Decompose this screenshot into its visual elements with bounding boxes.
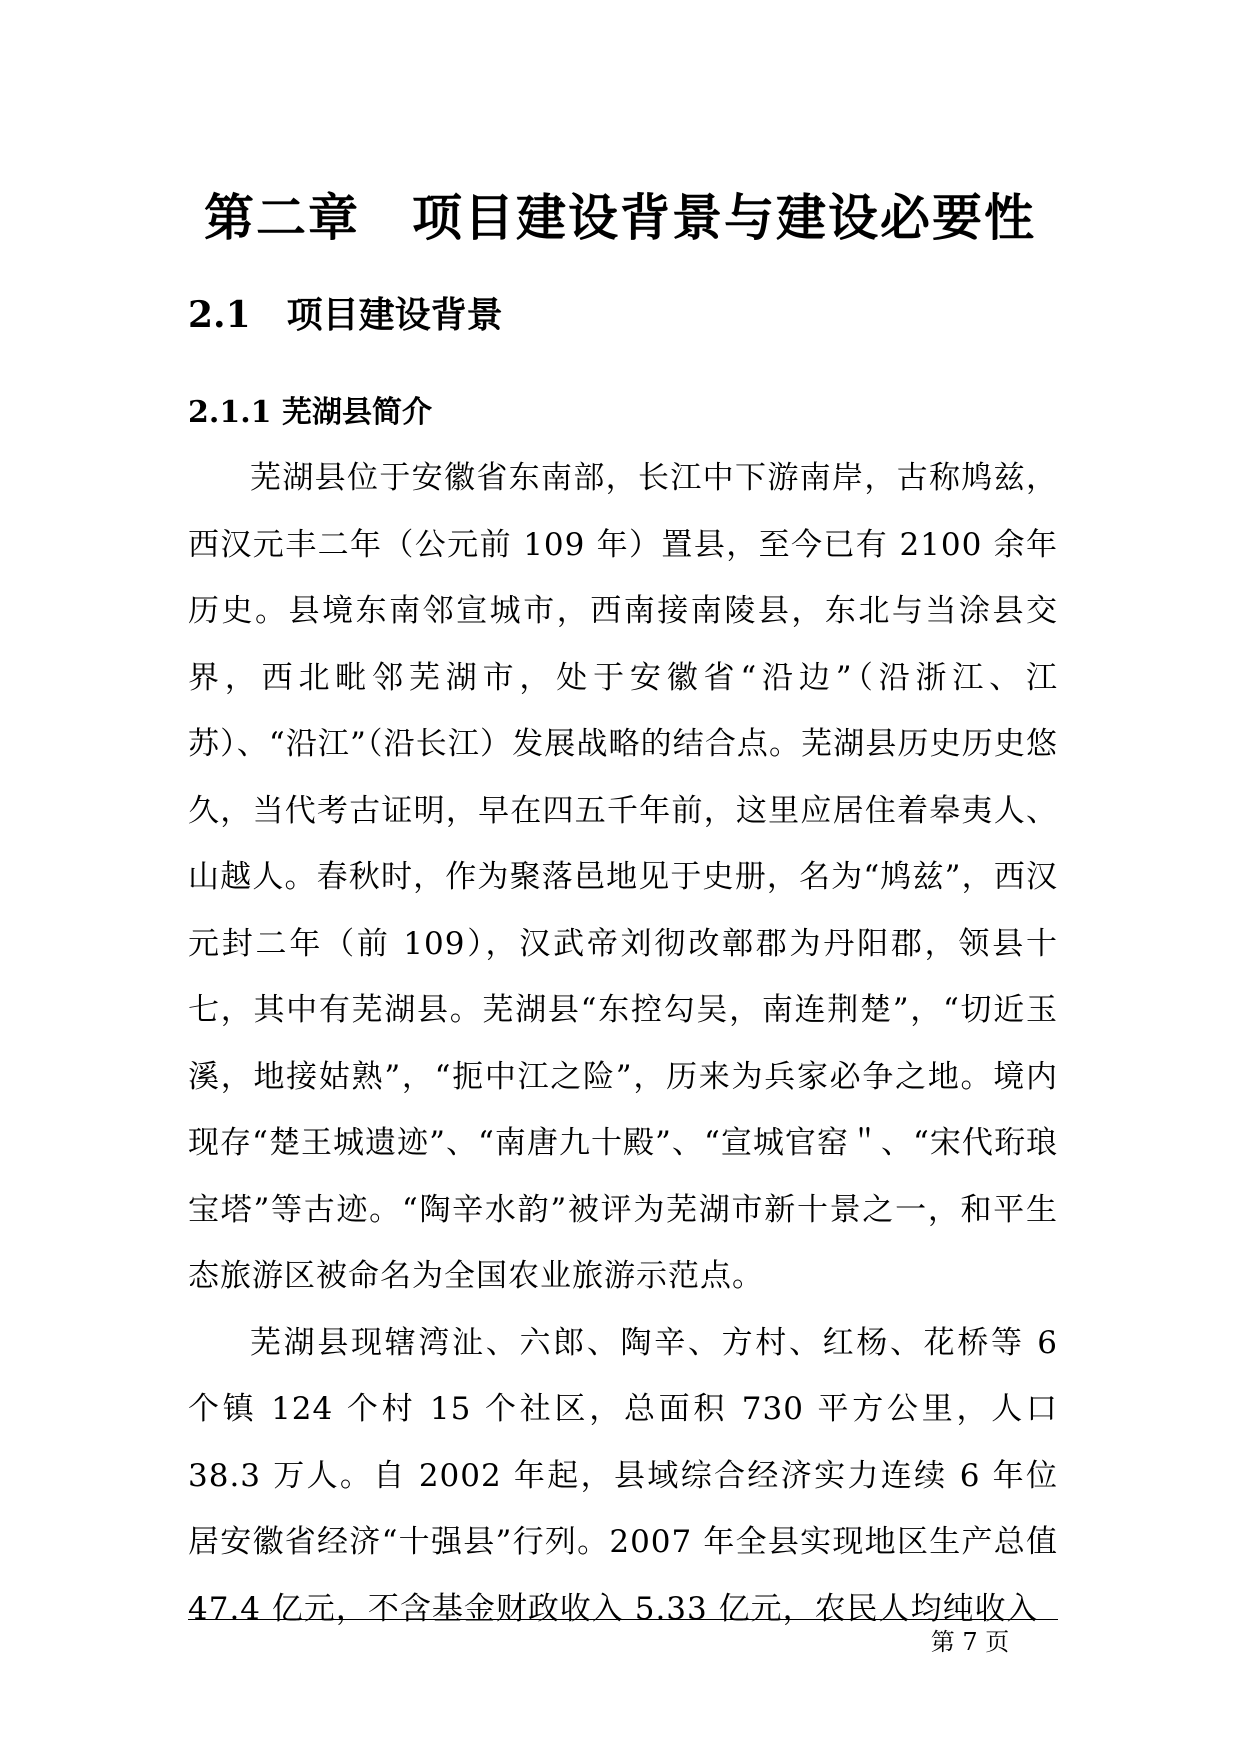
section-title: 2.1 项目建设背景	[188, 294, 503, 336]
subsection-title: 2.1.1 芜湖县简介	[188, 395, 432, 430]
page-number: 第 7 页	[930, 1628, 1010, 1656]
footer-divider	[188, 1619, 1058, 1620]
paragraph-county-economy: 芜湖县现辖湾沚、六郎、陶辛、方村、红杨、花桥等 6 个镇 124 个村 15 个社区，总面积 730 平方公里，人口 38.3 万人。自 2002 年起，县域综合经济实力连续 6 年位居安徽省经济“十强县”行列。2007 年全县实现地区生产总值 47.4 亿元，不含基金财政收入 5.33 亿元，农民人均纯收入	[188, 1324, 1058, 1627]
paragraph-county-history: 芜湖县位于安徽省东南部，长江中下游南岸，古称鸠兹，西汉元丰二年（公元前 109 年）置县，至今已有 2100 余年历史。县境东南邻宣城市，西南接南陵县，东北与当涂县交界，西北毗邻芜湖市，处于安徽省“沿边”（沿浙江、江苏）、“沿江”（沿长江）发展战略的结合点。芜湖县历史历史悠久，当代考古证明，早在四五千年前，这里应居住着皋夷人、山越人。春秋时，作为聚落邑地见于史册，名为“鸠兹”，西汉元封二年（前 109），汉武帝刘彻改鄣郡为丹阳郡，领县十七，其中有芜湖县。芜湖县“东控勾吴，南连荆楚”，“切近玉溪，地接姑熟”，“扼中江之险”，历来为兵家必争之地。境内现存“楚王城遗迹”、“南唐九十殿”、“宣城官窑＂、“宋代珩琅宝塔”等古迹。“陶辛水韵”被评为芜湖市新十景之一，和平生态旅游区被命名为全国农业旅游示范点。	[188, 460, 1058, 1294]
chapter-title: 第二章 项目建设背景与建设必要性	[204, 188, 1036, 247]
body-text	[188, 445, 1058, 1642]
